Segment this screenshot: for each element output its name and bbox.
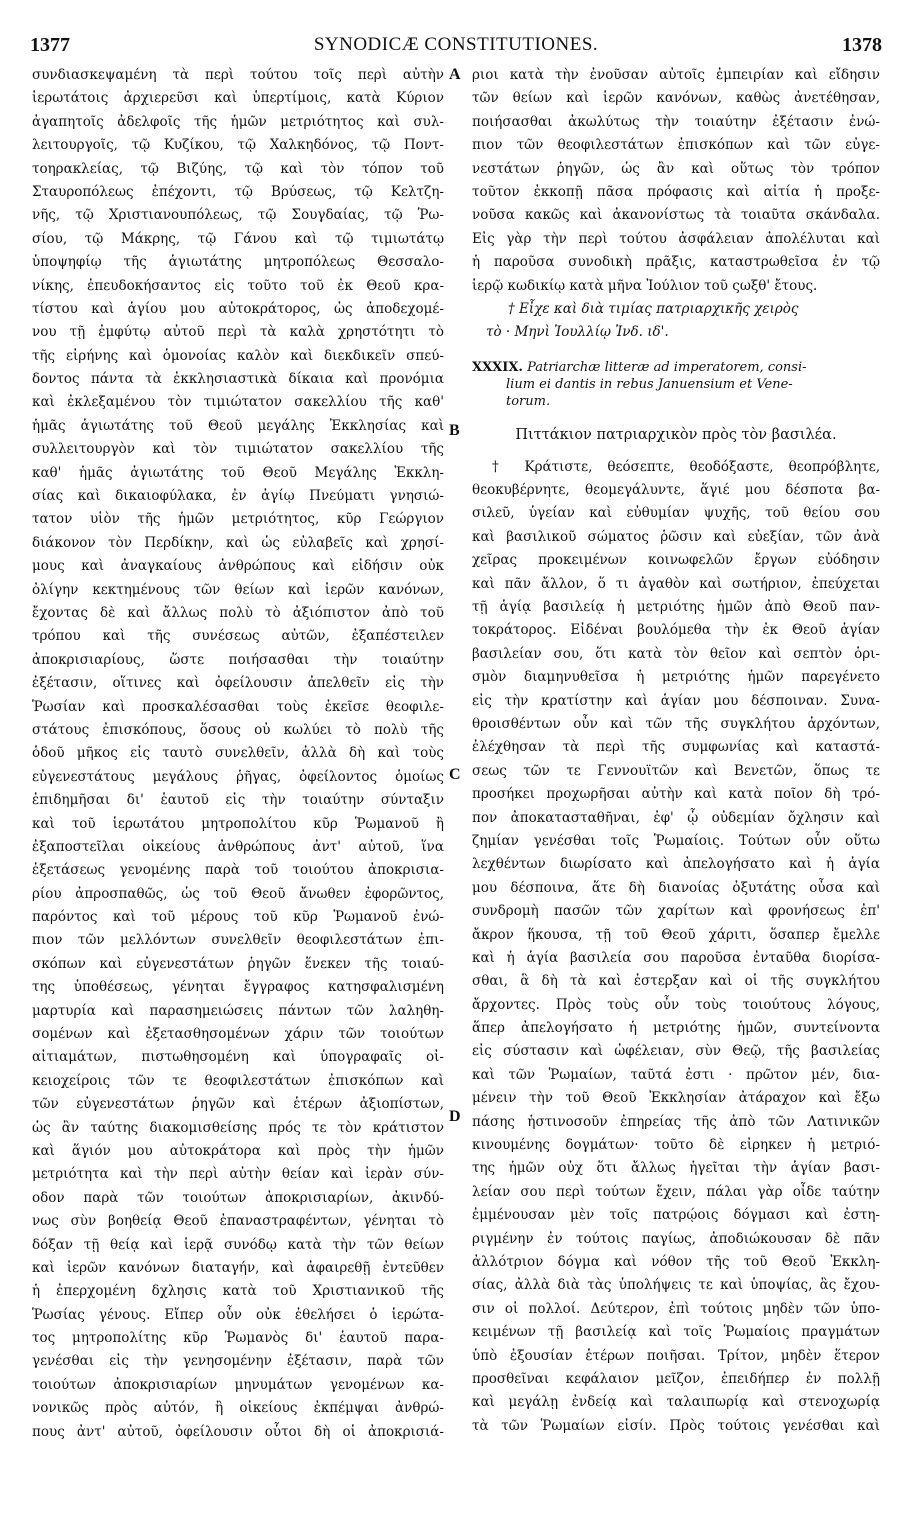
section-heading-line-2: lium ei dantis in rebus Januensium et Vene-: [506, 376, 793, 392]
text-line: ἐξαποστεῖλαι οἰκείους ἀνθρώπους ἀντ' αὐτοῦ, ἵνα: [32, 838, 444, 855]
text-line: συλλειτουργὸν καὶ τὸν τιμιώτατον σακελλίου τῆς: [32, 441, 444, 458]
text-line: ὀλίγην κεκτημένους τῶν θείων καὶ ἱερῶν κανόνων,: [32, 581, 444, 598]
text-line: τατον υἱὸν τῆς ἡμῶν μετριότητος, κῦρ Γεώργιον: [32, 511, 444, 528]
text-line: μους καὶ ἀναγκαίους ἀνθρώπους καὶ εἰδήσιν οὐκ: [32, 558, 444, 575]
text-line: σιν οἱ πολλοί. Δεύτερον, ἐπὶ τούτοις μηδὲν τῶν ὑπο-: [472, 1300, 880, 1317]
text-line: κειμένων τῇ βασιλείᾳ καὶ τοῖς Ῥωμαίοις πραγμάτων: [472, 1324, 880, 1341]
text-line: πάσης ἡστινοσοῦν ἐπηρείας τῆς ἀπὸ τῶν Λατινικῶν: [472, 1113, 880, 1130]
text-line: πον ἀποκατασταθῆναι, ἐφ' ᾧ οὐδεμίαν ὄχλησιν καὶ: [472, 809, 880, 826]
text-line: ρίου ἀπροσπαθῶς, ὡς τοῦ Θεοῦ ἄνωθεν ἐφορῶντος,: [32, 885, 444, 902]
text-line: καὶ ἡ ἁγία βασιλεία σου παροῦσα ἐνταῦθα διορίσα-: [472, 949, 880, 966]
text-line: θροισθέντων οὖν καὶ τῶν τῆς συγκλήτου ἀρχόντων,: [472, 715, 880, 732]
text-line: νεστάτων ῥηγῶν, ὡς ἂν καὶ οὕτως τὸν τρόπον: [472, 160, 880, 177]
section-heading-line-3: torum.: [506, 393, 551, 409]
text-line: εὐγενεστάτους μεγάλους ῥῆγας, ὀφείλοντος ὁμοίως: [32, 768, 444, 785]
text-line: βασιλείαν σου, ὅτι κατὰ τὸν θεῖον καὶ σεπτὸν ὁρι-: [472, 645, 880, 662]
text-line: ἀγαπητοῖς ἀδελφοῖς τῆς ἡμῶν μετριότητος καὶ συλ-: [32, 113, 444, 130]
right-column-continuation: [472, 64, 880, 298]
text-line: μου δέσποινα, ἅτε δὴ διανοίας ὀξυτάτης οὖσα καὶ: [472, 879, 880, 896]
text-line: κειοχείροις τῶν τε θεοφιλεστάτων ἐπισκόπων καὶ: [32, 1072, 444, 1089]
left-column: [32, 64, 444, 1444]
letter-body: [472, 456, 880, 1438]
text-line: εἰς τὴν κρατίστην καὶ ἁγίαν μου δέσποιναν. Συνα-: [472, 692, 880, 709]
text-line: κινουμένης δογμάτων· τοῦτο δὲ εἰρηκεν ἡ μετριό-: [472, 1137, 880, 1154]
margin-marker-c: C: [449, 766, 461, 783]
text-line: καὶ τοῦ ἱερωτάτου μητροπολίτου κῦρ Ῥωμανοῦ ἢ: [32, 815, 444, 832]
text-line: χεῖρας προκειμένων κοινωφελῶν ἔργων εὐόδησιν: [472, 552, 880, 569]
text-line: στάτους ἐπισκόπους, ὅσους οὐ κωλύει τὸ πολὺ τῆς: [32, 721, 444, 738]
text-line: τίστου καὶ ἁγίου μου αὐτοκράτορος, ὡς ἀποδεχομέ-: [32, 300, 444, 317]
text-line: καὶ πᾶν ἄλλον, ὅ τι ἀγαθὸν καὶ σωτήριον, ἐπεύχεται: [472, 575, 880, 592]
text-line: ἔχοντας δὲ καὶ ἄλλως πολὺ τὸ ἀξιόπιστον ἀπὸ τοῦ: [32, 604, 444, 621]
text-line: † Κράτιστε, θεόσεπτε, θεοδόξαστε, θεοπρόβλητε,: [492, 458, 880, 475]
text-line: νῆς, τῷ Χριστιανουπόλεως, τῷ Σουγδαίας, τῷ Ῥω-: [32, 207, 444, 224]
text-line: νίκης, ἐπευδοκήσαντος εἰς τοῦτο τοῦ ἐκ Θεοῦ κρα-: [32, 277, 444, 294]
text-line: νονικῶς πρὸς αὐτόν, ἢ οἰκείους ἐκπέμψαι ἀνθρώ-: [32, 1400, 444, 1417]
text-line: ἱερωτάτοις ἀρχιερεῦσι καὶ ὑπερτίμοις, κατὰ Κύριον: [32, 90, 444, 107]
text-line: Εἰς γὰρ τὴν περὶ τούτου ἀσφάλειαν ἀπολέλυται καὶ: [472, 230, 880, 247]
text-line: συνδρομὴ πασῶν τῶν χαρίτων καὶ φρονήσεως ἐπ': [472, 903, 880, 920]
text-line: της ἡμῶν οὐχ ὅτι ἄλλως ἡγεῖται τὴν ἁγίαν βασι-: [472, 1160, 880, 1177]
text-line: νως σὺν βοηθείᾳ Θεοῦ ἐπαναστραφέντων, γένηται τὸ: [32, 1213, 444, 1230]
section-heading-line-1: Patriarchæ litteræ ad imperatorem, consi-: [527, 359, 807, 375]
page-number-right: 1378: [842, 34, 882, 56]
text-line: ἄκρον ἥκουσα, τῇ τοῦ Θεοῦ χάριτι, ὅσαπερ ἔμελλε: [472, 926, 880, 943]
text-line: ἡ ἐπερχομένη δχλησις κατὰ τοῦ Χριστιανικοῦ τῆς: [32, 1283, 444, 1300]
text-line: διάκονον τὸν Περδίκην, καὶ ὡς εὐλαβεῖς καὶ χρησί-: [32, 534, 444, 551]
text-line: καὶ τῶν Ῥωμαίων, ταῦτά ἐστι · πρῶτον μέν, δια-: [472, 1066, 880, 1083]
text-line: Σταυροπόλεως ἐπέχοντι, τῷ Βρύσεως, τῷ Κελτζη-: [32, 183, 444, 200]
text-line: ὑποψηφίῳ τῆς ἁγιωτάτης μητροπόλεως Θεσσαλο-: [32, 254, 444, 271]
text-line: μετριότητα καὶ τὴν περὶ αὐτὴν θείαν καὶ ἱερὰν σύν-: [32, 1166, 444, 1183]
running-title: SYNODICÆ CONSTITUTIONES.: [313, 34, 599, 55]
text-line: ἄρχοντες. Πρὸς τοὺς οὖν τοὺς τοιούτους λόγους,: [472, 996, 880, 1013]
text-line: λεχθέντων διωρίσατο καὶ ἀπελογήσατο καὶ ἡ ἁγία: [472, 856, 880, 873]
text-line: ἐλέχθησαν τὰ περὶ τῆς συμφωνίας καὶ καταστά-: [472, 739, 880, 756]
text-line: ποιήσασθαι ἀκωλύτως τὴν τοιαύτην ἐξέτασιν ἐνώ-: [472, 113, 880, 130]
text-line: τοηρακλείας, τῷ Βιζύης, τῷ καὶ τὸν τόπον τοῦ: [32, 160, 444, 177]
text-line: ἐξετάσεως γενομένης παρὰ τοῦ τοιούτου ἀποκρισια-: [32, 862, 444, 879]
text-line: ἡμᾶς ἁγιωτάτης τοῦ Θεοῦ μεγάλης Ἐκκλησίας καὶ: [32, 417, 444, 434]
text-line: ἐμμένουσαν μὲν τοῖς πατρῴοις δόγμασι καὶ ἐστη-: [472, 1207, 880, 1224]
text-line: σίου, τῷ Μάκρης, τῷ Γάνου καὶ τῷ τιμιωτάτῳ: [32, 230, 444, 247]
text-line: συνδιασκεψαμένη τὰ περὶ τούτου τοῖς περὶ αὐτὴν: [32, 67, 444, 83]
text-line: προσθεῖναι κεφάλαιον μεῖζον, ἐπειδήπερ ἐν πολλῇ: [472, 1370, 880, 1387]
text-line: ὁδοῦ μῆκος εἰς ταυτὸ συνελθεῖν, ἀλλὰ δὴ καὶ τοὺς: [32, 745, 444, 762]
signature-line-1: † Εἶχε καὶ διὰ τιμίας πατριαρχικῆς χειρὸς: [508, 300, 799, 317]
text-line: καὶ ἐκλεξαμένου τὸν τιμιώτατον σακελλίου τῆς καθ': [32, 394, 444, 411]
text-line: ἱερῷ κωδικίῳ κατὰ μῆνα Ἰούλιον τοῦ ςωξθ' ἔτους.: [472, 277, 818, 294]
text-line: ριοι κατὰ τὴν ἐνοῦσαν αὐτοῖς ἐμπειρίαν καὶ εἴδησιν: [472, 67, 880, 83]
text-line: τρόπου καὶ τῆς συνέσεως αὐτῶν, ἐξαπέστειλεν: [32, 628, 444, 645]
text-line: τος μητροπολίτης κῦρ Ῥωμανὸς δι' ἑαυτοῦ παρα-: [32, 1330, 444, 1347]
text-line: νου τῇ ἐμφύτῳ αὐτοῦ περὶ τὰ καλὰ χρηστότητι τὸ: [32, 324, 444, 341]
text-line: σκόπων καὶ εὐγενεστάτων ῥηγῶν ἕνεκεν τῆς τοιαύ-: [32, 955, 444, 972]
text-line: σθαι, ἃ δὴ τὰ καὶ ἐστερξαν καὶ οἱ τῆς συγκλήτου: [472, 973, 880, 990]
text-line: νοῦσα κακῶς καὶ ἀκανονίστως τὰ τοιαῦτα σκάνδαλα.: [472, 207, 880, 224]
text-line: καθ' ἡμᾶς ἁγιωτάτης τοῦ Θεοῦ Μεγάλης Ἐκκλη-: [32, 464, 444, 481]
text-line: εἰς σύστασιν καὶ ὠφέλειαν, σὺν Θεῷ, τῆς βασιλείας: [472, 1043, 880, 1060]
text-line: τοιούτων ἀποκρισιαρίων μηνυμάτων γενομένων κα-: [32, 1376, 444, 1393]
signature-line-2: τὸ · Μηνὶ Ἰουλλίῳ Ἰνδ. ιδ'.: [486, 324, 669, 341]
text-line: ἀποκρισιαρίους, ὥστε ποιήσασθαι τὴν τοιαύτην: [32, 651, 444, 668]
text-line: Ῥωσίαν καὶ προσκαλέσασθαι τοὺς ἐκεῖσε θεοφιλε-: [32, 698, 444, 715]
text-line: καὶ ἱερῶν κανόνων διαταγήν, καὶ ἀφαιρεθῇ ἐντεῦθεν: [32, 1259, 444, 1276]
text-line: πους ἀντ' αὐτοῦ, ὀφείλουσιν οὗτοι δὴ οἱ ἀποκρισιά-: [32, 1423, 444, 1440]
text-line: σομένων καὶ ἐξετασθησομένων χάριν τῶν τοιούτων: [32, 1026, 444, 1043]
text-line: σίας καὶ δικαιοφύλακα, ἐν ἁγίῳ Πνεύματι γνησιώ-: [32, 488, 444, 505]
section-number: XXXIX.: [472, 359, 523, 375]
text-line: παρόντος καὶ τοῦ μέρους τοῦ κῦρ Ῥωμανοῦ ἐνώ-: [32, 909, 444, 926]
text-line: τοκράτορος. Εἰδέναι βουλόμεθα τὴν ἐκ Θεοῦ ἁγίαν: [472, 622, 880, 639]
text-line: τῶν θείων καὶ ἱερῶν κανόνων, καθὼς ἀνετέθησαν,: [472, 90, 880, 107]
text-line: προσήκει προχωρῆσαι αὐτὴν καὶ κατὰ ποῖον δὴ τρό-: [472, 786, 880, 803]
text-line: οδον παρὰ τῶν τοιούτων ἀποκρισιαρίων, ἀκινδύ-: [32, 1189, 444, 1206]
text-line: ζημίαν γενέσθαι τοῖς Ῥωμαίοις. Τούτων οὖν οὕτω: [472, 832, 880, 849]
margin-marker-b: B: [449, 422, 460, 439]
text-line: δοντος πάντα τὰ ἐκκλησιαστικὰ δίκαια καὶ προνόμια: [32, 371, 444, 388]
text-line: σεως τῶν τε Γεννουϊτῶν καὶ Βενετῶν, ὅπως τε: [472, 762, 880, 779]
section-heading: [472, 359, 880, 410]
text-line: αἰτιαμάτων, πιστωθησομένη καὶ ὑπογραφαῖς οἰ-: [32, 1049, 444, 1066]
page-header: [30, 34, 882, 58]
text-line: ἐξέτασιν, οἵτινες καὶ ὀφείλουσιν ἀπελθεῖν εἰς τὴν: [32, 675, 444, 692]
text-line: ἡ παροῦσα συνοδικὴ πρᾶξις, καταστρωθεῖσα ἐν τῷ: [472, 254, 880, 271]
text-line: τοῦτον ἐκκοπῇ πᾶσα πρόφασις καὶ αἰτία ἡ προξε-: [472, 183, 880, 200]
letter-title: Πιττάκιον πατριαρχικὸν πρὸς τὸν βασιλέα.: [515, 426, 837, 443]
text-line: καὶ μεγάλῃ ἐνδείᾳ καὶ ταλαιπωρίᾳ καὶ στενοχωρίᾳ: [472, 1394, 880, 1411]
text-line: πιον τῶν μελλόντων συνελθεῖν θεοφιλεστάτων ἐπι-: [32, 932, 444, 949]
text-line: τῆς εἰρήνης καὶ ὁμονοίας καλὸν καὶ διεκδικεῖν σπεύ-: [32, 347, 444, 364]
margin-marker-d: D: [449, 1108, 461, 1125]
text-line: ἀλλότριον δόγμα καὶ νόθον τῆς τοῦ Θεοῦ Ἐκκλη-: [472, 1253, 880, 1270]
text-line: δόξαν τῇ θείᾳ καὶ ἱερᾷ συνόδῳ κατὰ τὴν τῶν θείων: [32, 1236, 444, 1253]
text-line: μαρτυρία καὶ παρασημειώσεις πάντων τῶν λαληθη-: [32, 1002, 444, 1019]
text-line: τῶν εὐγενεστάτων ῥηγῶν καὶ ἑτέρων ἀξιοπίστων,: [32, 1096, 444, 1113]
text-line: λείαν σου περὶ τούτων ἔχειν, πάλαι γὰρ οἶδε ταύτην: [472, 1183, 880, 1200]
text-line: καὶ βασιλικοῦ σώματος ῥῶσιν καὶ εὐεξίαν, τῶν ἀνὰ: [472, 528, 880, 545]
text-line: σιλεῦ, ὑγείαν καὶ εὐθυμίαν ψυχῆς, τοῦ θείου σου: [472, 505, 880, 522]
text-line: σμὸν διαμηνυθεῖσα ἡ μετριότης ἡμῶν παρεγένετο: [472, 669, 880, 686]
right-column: [472, 64, 880, 1438]
text-line: τὰ τῶν Ῥωμαίων εἰσίν. Πρὸς τούτοις γενέσθαι καὶ: [472, 1417, 880, 1434]
text-line: γενέσθαι εἰς τὴν γενησομένην ἐξέτασιν, παρὰ τῶν: [32, 1353, 444, 1370]
text-line: μένειν τὴν τοῦ Θεοῦ Ἐκκλησίαν ἀτάραχον καὶ ἔξω: [472, 1090, 880, 1107]
text-line: ἐπιδημῆσαι δι' ἑαυτοῦ εἰς τὴν τοιαύτην σύνταξιν: [32, 792, 444, 809]
text-line: λειτουργοῖς, τῷ Κυζίκου, τῷ Χαλκηδόνος, τῷ Ποντ-: [32, 137, 444, 154]
text-line: καὶ ἅγιόν μου αὐτοκράτορα καὶ πρὸς τὴν ἡμῶν: [32, 1142, 444, 1159]
text-line: της ὑποθέσεως, γένηται ἔγγραφος κατησφαλισμένη: [32, 979, 444, 996]
margin-marker-a: A: [449, 66, 461, 83]
text-line: σίας, ἀλλὰ διὰ τὰς ὑπολήψεις τε καὶ ὑποψίας, ἃς ἔχου-: [472, 1277, 880, 1294]
text-line: θεοκυβέρνητε, θεομεγάλυντε, ἅγιέ μου δέσποτα βα-: [472, 482, 880, 499]
text-line: ριγμένην ἐν τούτοις παγίως, ἀποδιώκουσαν δὲ πᾶν: [472, 1230, 880, 1247]
page-number-left: 1377: [30, 34, 70, 56]
text-line: ἅπερ ἀπελογήσατο ἡ μετριότης ἡμῶν, συντείνοντα: [472, 1020, 880, 1037]
text-line: ὡς ἂν ταύτης διακομισθείσης πρός τε τὸν κράτιστον: [32, 1119, 444, 1136]
text-line: τῇ ἁγίᾳ βασιλείᾳ ἡ μετριότης ἡμῶν ἀπὸ Θεοῦ παν-: [472, 599, 880, 616]
text-line: ὑπὸ ἐξουσίαν ἑτέρων ποιῆσαι. Τρίτον, μηδὲν ἕτερον: [472, 1347, 880, 1364]
text-line: πιον τῶν θεοφιλεστάτων ἐπισκόπων καὶ τῶν εὐγε-: [472, 137, 880, 154]
text-line: Ῥωσίας γένους. Εἴπερ οὖν οὐκ ἐθελήσει ὁ ἱερώτα-: [32, 1306, 444, 1323]
